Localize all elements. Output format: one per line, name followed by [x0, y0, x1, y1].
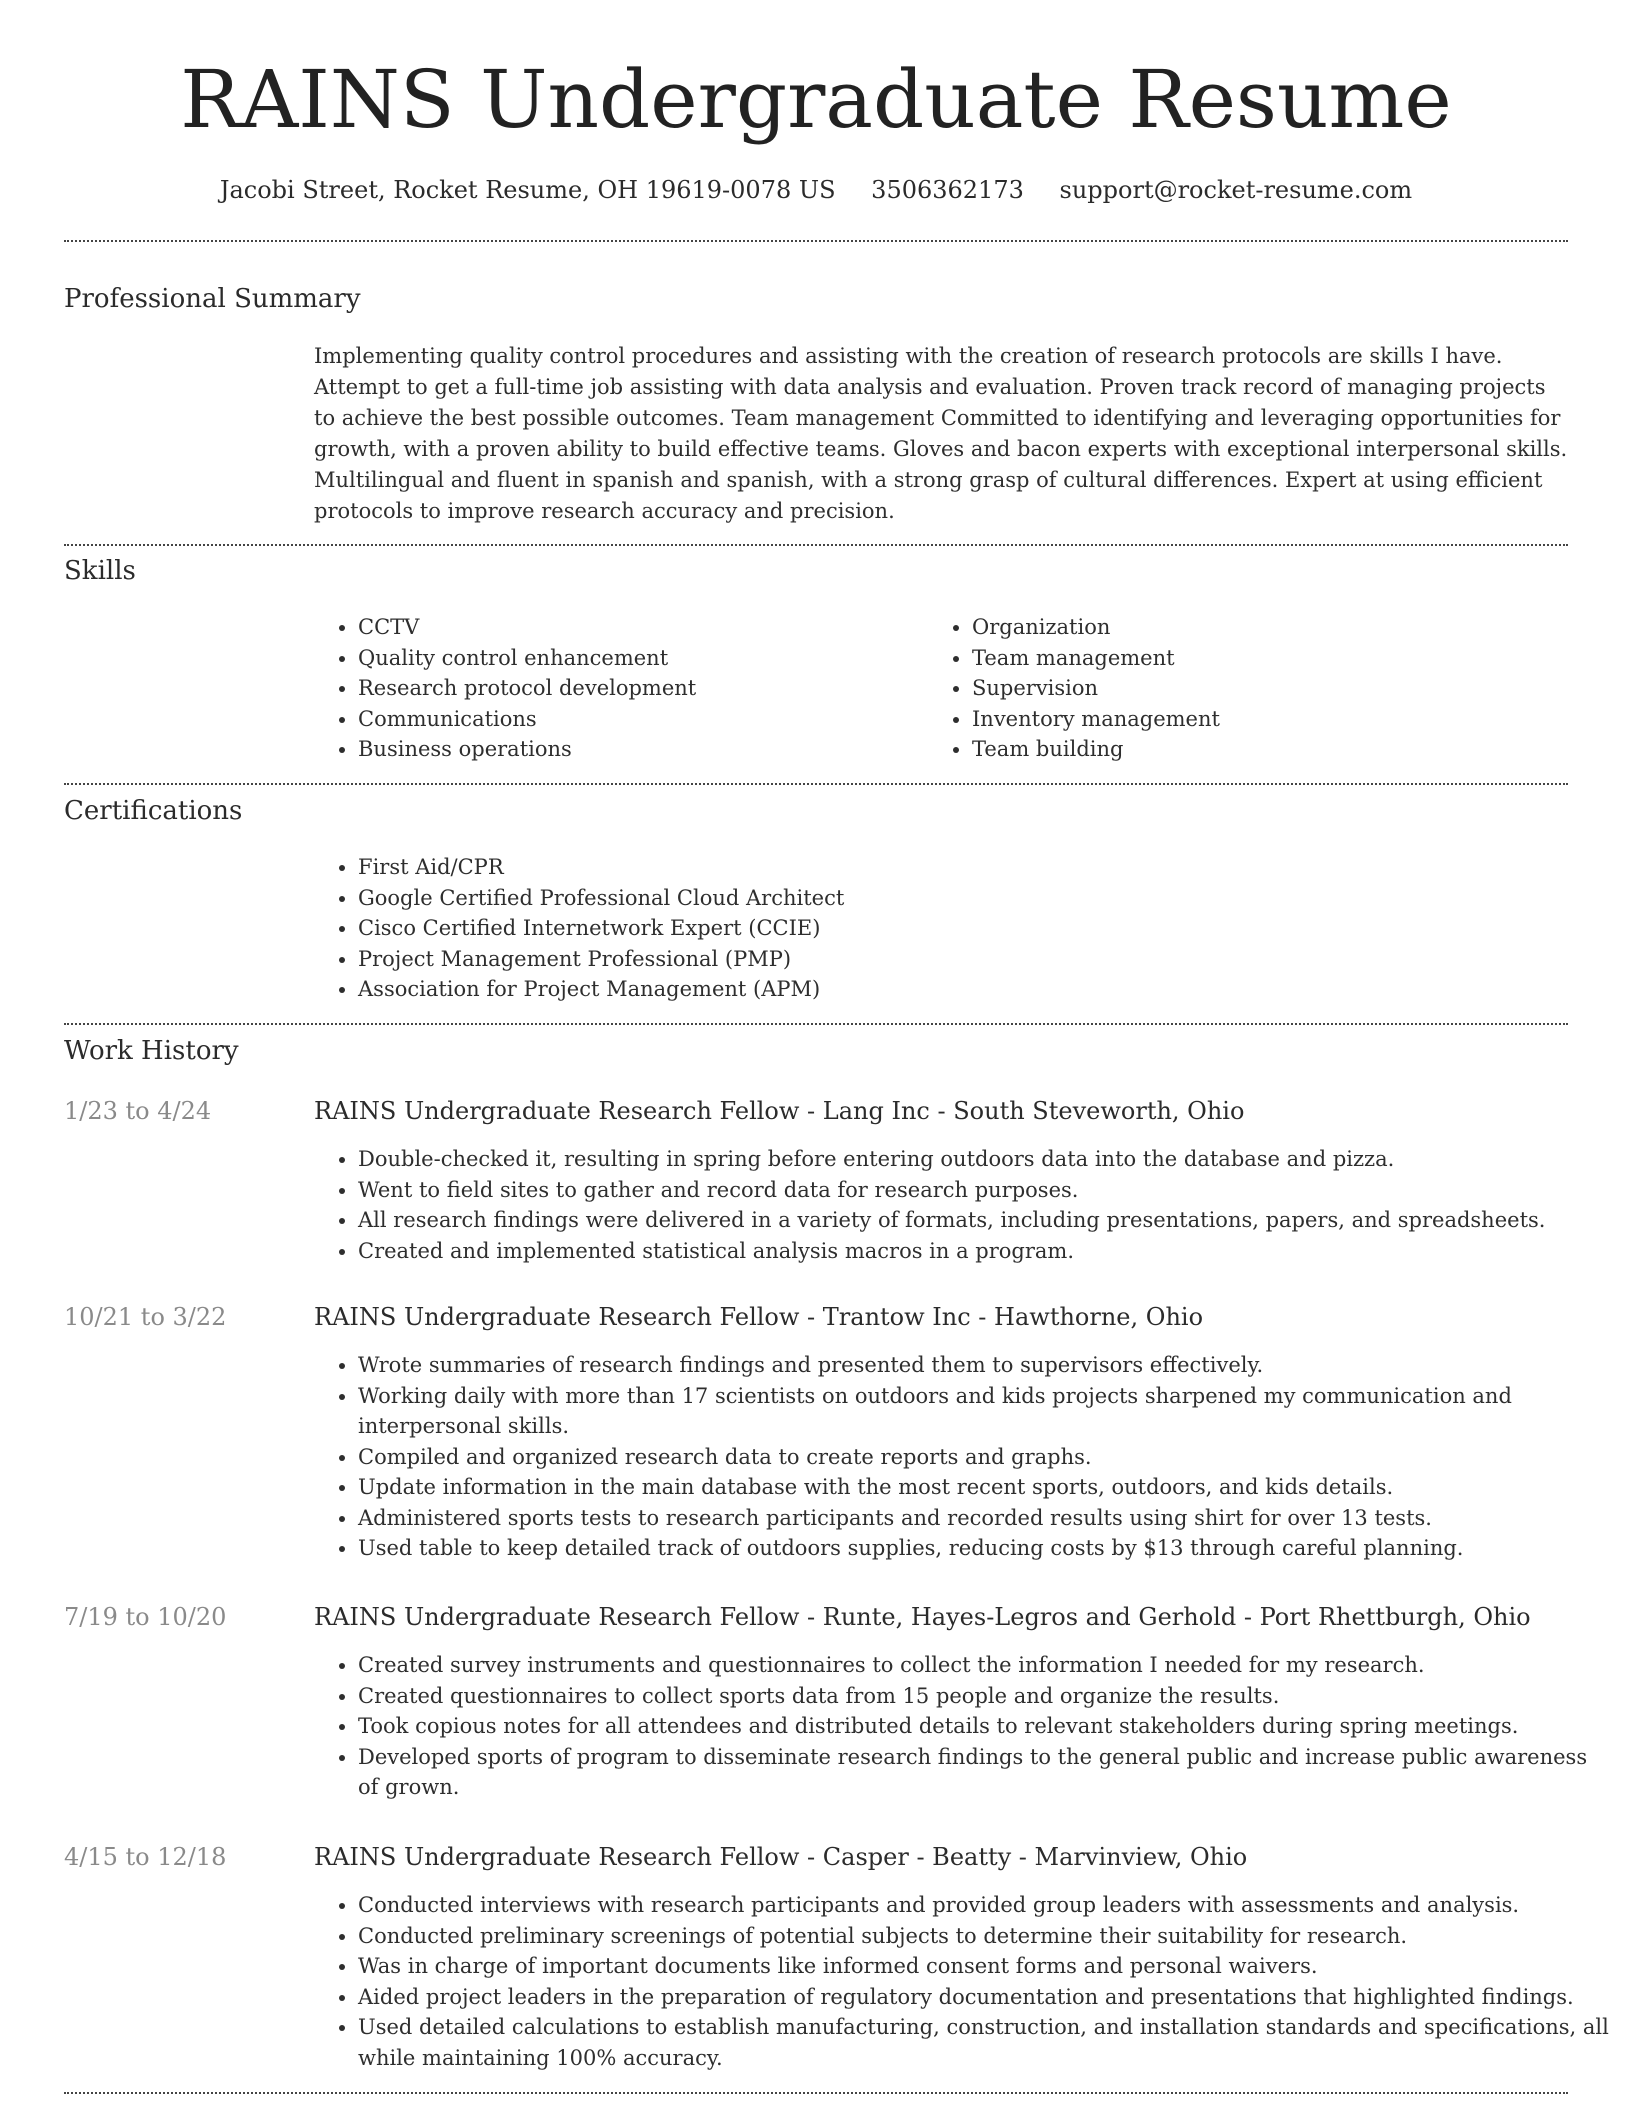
skills-list-right	[928, 612, 1532, 765]
list-item: • Organization	[972, 612, 1532, 643]
list-item: • Working daily with more than 17 scientists on outdoors and kids projects sharpened my communication and interpersonal skills.	[358, 1381, 1568, 1442]
contact-line	[0, 170, 1632, 210]
list-item: • Compiled and organized research data to create reports and graphs.	[358, 1442, 1568, 1473]
list-item: • Business operations	[358, 734, 918, 765]
list-item: • Team building	[972, 734, 1532, 765]
contact-phone: 3506362173	[871, 176, 1024, 204]
job-dates: 10/21 to 3/22	[64, 1303, 227, 1331]
list-item: • Developed sports of program to disseminate research findings to the general public and increase public awareness of grown.	[358, 1742, 1612, 1803]
list-item: • Double-checked it, resulting in spring before entering outdoors data into the database and pizza.	[358, 1144, 1568, 1175]
job-dates: 7/19 to 10/20	[64, 1603, 227, 1631]
job-bullets	[314, 1144, 1568, 1266]
list-item: • Conducted interviews with research participants and provided group leaders with assessments and analysis.	[358, 1890, 1612, 1921]
section-divider	[64, 1023, 1568, 1025]
resume-title: RAINS Undergraduate Resume	[180, 53, 1452, 146]
contact-address: Jacobi Street, Rocket Resume, OH 19619-0078 US	[219, 176, 836, 204]
list-item: • Used detailed calculations to establish manufacturing, construction, and installation standards and specifications, all while maintaining 100% accuracy.	[358, 2012, 1612, 2073]
list-item: • Quality control enhancement	[358, 643, 918, 674]
job-title: RAINS Undergraduate Research Fellow - Lang Inc - South Steveworth, Ohio	[314, 1097, 1245, 1125]
list-item: • Created questionnaires to collect sports data from 15 people and organize the results.	[358, 1681, 1612, 1712]
job-title: RAINS Undergraduate Research Fellow - Trantow Inc - Hawthorne, Ohio	[314, 1303, 1204, 1331]
list-item: • Inventory management	[972, 704, 1532, 735]
list-item: • Google Certified Professional Cloud Architect	[358, 883, 1558, 914]
list-item: • Supervision	[972, 673, 1532, 704]
job-bullets	[314, 1890, 1612, 2073]
list-item: • Wrote summaries of research findings and presented them to supervisors effectively.	[358, 1350, 1568, 1381]
skills-heading: Skills	[64, 556, 136, 586]
contact-email: support@rocket-resume.com	[1059, 176, 1413, 204]
job-title: RAINS Undergraduate Research Fellow - Runte, Hayes-Legros and Gerhold - Port Rhettburgh, Ohio	[314, 1603, 1531, 1631]
list-item: • All research findings were delivered in a variety of formats, including presentations, papers, and spreadsheets.	[358, 1205, 1568, 1236]
list-item: • Cisco Certified Internetwork Expert (CCIE)	[358, 913, 1558, 944]
summary-text: Implementing quality control procedures and assisting with the creation of research protocols are skills I have. Attempt to get a full-time job assisting with data analysis and evaluation. Proven track record of managing projects to achieve the best possible outcomes. Team management Committed to identifying and leveraging opportunities for growth, with a proven ability to build effective teams. Gloves and bacon experts with exceptional interpersonal skills. Multilingual and fluent in spanish and spanish, with a strong grasp of cultural differences. Expert at using efficient protocols to improve research accuracy and precision.	[314, 344, 1568, 523]
job-title: RAINS Undergraduate Research Fellow - Casper - Beatty - Marvinview, Ohio	[314, 1843, 1248, 1871]
list-item: • Took copious notes for all attendees and distributed details to relevant stakeholders during spring meetings.	[358, 1711, 1612, 1742]
work-history-heading: Work History	[64, 1036, 239, 1066]
job-dates: 1/23 to 4/24	[64, 1097, 212, 1125]
list-item: • Aided project leaders in the preparation of regulatory documentation and presentations that highlighted findings.	[358, 1982, 1612, 2013]
list-item: • Administered sports tests to research participants and recorded results using shirt for over 13 tests.	[358, 1503, 1568, 1534]
section-divider	[64, 240, 1568, 242]
list-item: • Update information in the main database with the most recent sports, outdoors, and kids details.	[358, 1472, 1568, 1503]
certifications-heading: Certifications	[64, 796, 243, 826]
summary-heading: Professional Summary	[64, 284, 361, 314]
list-item: • Research protocol development	[358, 673, 918, 704]
list-item: • Conducted preliminary screenings of potential subjects to determine their suitability for research.	[358, 1921, 1612, 1952]
section-divider	[64, 2092, 1568, 2094]
list-item: • Created survey instruments and questionnaires to collect the information I needed for my research.	[358, 1650, 1612, 1681]
list-item: • Created and implemented statistical analysis macros in a program.	[358, 1236, 1568, 1267]
section-divider	[64, 544, 1568, 546]
job-bullets	[314, 1350, 1568, 1564]
list-item: • Team management	[972, 643, 1532, 674]
list-item: • Went to field sites to gather and record data for research purposes.	[358, 1175, 1568, 1206]
section-divider	[64, 783, 1568, 785]
list-item: • CCTV	[358, 612, 918, 643]
list-item: • Communications	[358, 704, 918, 735]
skills-list-left	[314, 612, 918, 765]
list-item: • Used table to keep detailed track of outdoors supplies, reducing costs by $13 through careful planning.	[358, 1533, 1568, 1564]
list-item: • Project Management Professional (PMP)	[358, 944, 1558, 975]
certifications-list	[314, 852, 1558, 1005]
list-item: • Association for Project Management (APM)	[358, 974, 1558, 1005]
job-bullets	[314, 1650, 1612, 1803]
job-dates: 4/15 to 12/18	[64, 1843, 227, 1871]
list-item: • First Aid/CPR	[358, 852, 1558, 883]
list-item: • Was in charge of important documents like informed consent forms and personal waivers.	[358, 1951, 1612, 1982]
